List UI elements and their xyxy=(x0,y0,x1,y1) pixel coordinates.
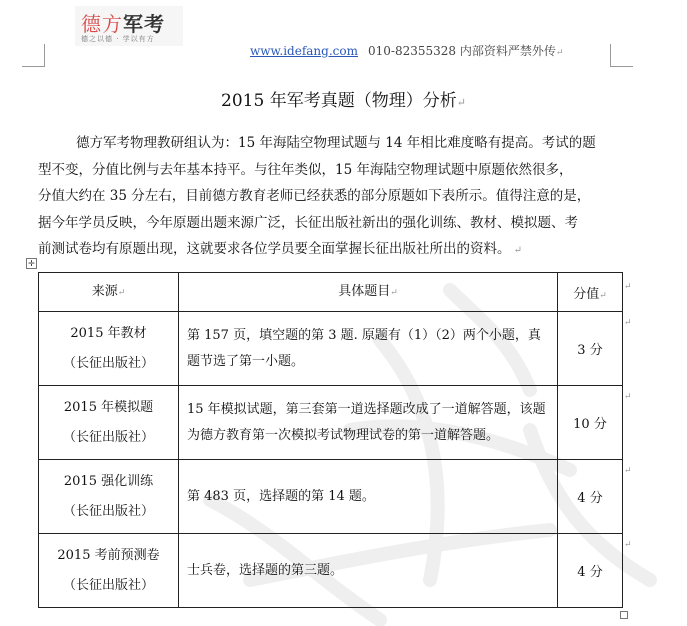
page-header xyxy=(250,42,563,59)
table-move-handle-icon[interactable]: ✛ xyxy=(26,258,37,269)
table-row xyxy=(39,460,623,534)
paragraph-mark-icon: ↵ xyxy=(456,96,466,109)
source-cell: 2015 年模拟题 （长征出版社） xyxy=(39,386,179,460)
company-logo xyxy=(75,6,183,46)
crop-mark-top-left xyxy=(22,44,45,67)
detail-cell: 士兵卷，选择题的第三题。 xyxy=(179,534,558,608)
website-link[interactable]: www.idefang.com xyxy=(250,44,358,58)
detail-cell: 第 483 页，选择题的第 14 题。 xyxy=(179,460,558,534)
row-end-mark-icon: ↵ xyxy=(624,540,632,550)
paragraph-line-last: 前测试卷均有原题出现，这就要求各位学员要全面掌握长征出版社所出的资料。 ↵ xyxy=(38,241,523,257)
header-source: 来源↵ xyxy=(39,273,179,312)
paragraph-mark-icon: ↵ xyxy=(555,48,564,58)
paragraph-line: 据今年学员反映，今年原题出题来源广泛，长征出版社新出的强化训练、教材、模拟题、考 xyxy=(38,214,578,231)
row-end-mark-icon: ↵ xyxy=(624,318,632,328)
paragraph-line: 型不变，分值比例与去年基本持平。与往年类似，15 年海陆空物理试题中原题依然很多， xyxy=(38,161,573,178)
score-cell: 4 分 xyxy=(558,534,623,608)
header-score: 分值↵ xyxy=(558,273,623,312)
logo-slogan: 德之以德 · 学以有方 xyxy=(81,35,155,43)
table-row xyxy=(39,312,623,386)
score-cell: 10 分 xyxy=(558,386,623,460)
score-cell: 4 分 xyxy=(558,460,623,534)
source-cell: 2015 考前预测卷 （长征出版社） xyxy=(39,534,179,608)
original-questions-table xyxy=(38,272,623,608)
detail-cell: 15 年模拟试题，第三套第一道选择题改成了一道解答题，该题为德方教育第一次模拟考试物理试卷的第一道解答题。 xyxy=(179,386,558,460)
document-title: 2015 年军考真题（物理）分析↵ xyxy=(221,91,466,111)
source-cell: 2015 强化训练 （长征出版社） xyxy=(39,460,179,534)
table-header-row xyxy=(39,273,623,312)
table-row xyxy=(39,534,623,608)
row-end-mark-icon: ↵ xyxy=(624,282,632,292)
paragraph-line: 德方军考物理教研组认为：15 年海陆空物理试题与 14 年相比难度略有提高。考试的题 xyxy=(76,135,596,151)
detail-cell: 第 157 页，填空题的第 3 题. 原题有（1）（2）两个小题，真题节选了第一小题。 xyxy=(179,312,558,386)
table-row xyxy=(39,386,623,460)
intro-paragraph xyxy=(38,130,618,265)
paragraph-line: 分值大约在 35 分左右，目前德方教育老师已经获悉的部分原题如下表所示。值得注意的是， xyxy=(38,188,591,204)
source-cell: 2015 年教材 （长征出版社） xyxy=(39,312,179,386)
crop-mark-top-right xyxy=(610,44,633,67)
table-resize-handle[interactable] xyxy=(620,611,628,619)
score-cell: 3 分 xyxy=(558,312,623,386)
row-end-mark-icon: ↵ xyxy=(624,466,632,476)
header-detail: 具体题目↵ xyxy=(179,273,558,312)
row-end-mark-icon: ↵ xyxy=(624,392,632,402)
contact-text: 010-82355328 内部资料严禁外传 xyxy=(367,44,556,58)
logo-wordmark: 德方军考 xyxy=(81,12,165,36)
